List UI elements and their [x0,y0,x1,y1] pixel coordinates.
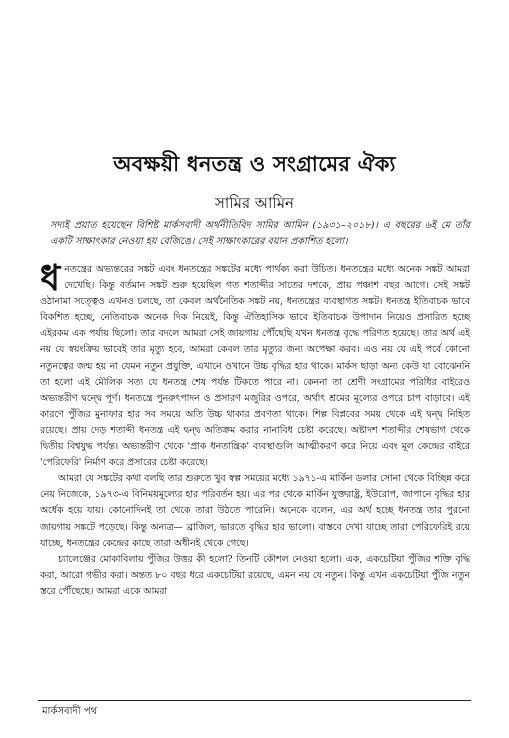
article-body [40,257,470,600]
body-paragraph: আমরা যে সঙ্কটের কথা বলছি তার শুরুতে খুব স্বল্প সময়ের মধ্যে ১৯৭১-এ মার্কিন ডলার সোনা থেকে বিচ্ছিন্ন করে নেয় নিজেকে, ১৯৭৩-এ বিনিময়মূল্যের হার পরিবর্তন হয়। এর পর থেকে মার্কিন যুক্তরাষ্ট্র, ইউরোপ, জাপানে বৃদ্ধির হার অর্ধেক হয়ে যায়। কোনোদিনই তা থেকে তারা উঠতে পারেনি। অনেকে বলেন, এর অর্থ হচ্ছে ধনতন্ত্র তার পুরনো জায়গায় সঙ্কটে পড়েছে। কিন্তু অন্যত্র— ব্রাজিল, ভারতে বৃদ্ধির হার ভালো। বাস্তবে দেখা যাচ্ছে তারা পেরিফেরিই রয়ে যাচ্ছে, ধনতন্ত্রের কেন্দ্রের কাছে তারা অধীনই থেকে গেছে। [40,473,470,549]
paragraph-text: নতন্ত্রের অভ্যন্তরের সঙ্কট এবং ধনতন্ত্রের সঙ্কটের মধ্যে পার্থক্য করা উচিত। ধনতন্ত্রের মধ্যে অনেক সঙ্কট আমরা দেখেছি। কিন্তু বর্তমান সঙ্কট শুরু হয়েছিল গত শতাব্দীর সাতের দশকে, প্রায় পঞ্চাশ বছর আগে। সেই সঙ্কট ওঠানামা সত্ত্বেও এখনও চলছে, তা কেবল অর্থনৈতিক সঙ্কট নয়, ধনতন্ত্রের ব্যবস্থাগত সঙ্কট। ধনতন্ত্র ইতিবাচক ভাবে বিকশিত হচ্ছে, নেতিবাচক অনেক দিক নিয়েই, কিন্তু ঐতিহাসিক ভাবে ইতিবাচক উপাদান নিয়েও প্রসারিত হচ্ছে এইরকম এক পর্যায় ছিলো। তার বদলে আমরা সেই জায়গায় পৌঁছেছি যখন ধনতন্ত্র বৃদ্ধে পরিণত হয়েছে। তার অর্থ এই নয় যে স্বয়ংক্রিয় ভাবেই তার মৃত্যু হবে, আমরা কেবল তার মৃত্যুর জন্য অপেক্ষা করব। এও নয় যে এই পর্বে কোনো নতুনত্বের জন্ম হয় না যেমন নতুন প্রযুক্তি, এখানে ওখানে উচ্চ বৃদ্ধির হার থাকে। মার্কস ছাড়া অন্য কেউ যা বোঝেননি তা হলো এই মৌলিক সত্য যে ধনতন্ত্র শেষ পর্যন্ত টিকতে পারে না। কেননা তা শ্রেণী সংগ্রামের পরিধির বাইরেও অভ্যন্তরীণ দ্বন্দ্বে পূর্ণ। ধনতন্ত্রে পুনরুৎপাদন ও প্রসারণ মজুরির ওপরে, অর্থাৎ শ্রমের মূল্যের ওপরে চাপ বাড়াবে। এই কারণে পুঁজির মুনাফার হার সব সময়ে অতি উচ্চ থাকার প্রবণতা থাকে। শিল্প বিপ্লবের সময় থেকে এই দ্বন্দ্ব নিহিত রয়েছে। প্রায় দেড় শতাব্দী ধনতন্ত্র এই দ্বন্দ্ব অতিক্রম করার নানাবিধ চেষ্টা করেছে। অষ্টাদশ শতাব্দীর শেষভাগ থেকে দ্বিতীয় বিশ্বযুদ্ধ পর্যন্ত। অভ্যন্তরীণ থেকে 'প্রাক ধনতান্ত্রিক' ব্যবস্থাগুলি আত্মীকরণ করে নিয়ে এবং মূল কেন্দ্রের বাইরে 'পেরিফেরি' নির্মাণ করে প্রসারের চেষ্টা করেছে। [40,264,470,469]
article-title: অবক্ষয়ী ধনতন্ত্র ও সংগ্রামের ঐক্য [113,151,396,176]
article-intro: সদ্যই প্রয়াত হয়েছেন বিশিষ্ট মার্কসবাদী অর্থনীতিবিদ সামির আমিন (১৯৩১–২০১৮)। এ বছরের ৬ই মে তাঁর একটি সাক্ষাৎকার নেওয়া হয় বেজিঙে। সেই সাক্ষাৎকারের বয়ান প্রকাশিত হলো। [50,220,470,247]
article-author: সামির আমিন [215,194,294,212]
body-paragraph: চ্যালেঞ্জের মোকাবিলায় পুঁজির উত্তর কী হলো? তিনটি কৌশল নেওয়া হলো। এক, একচেটিয়া পুঁজির শক্তি বৃদ্ধি করা, আরো গভীর করা। অন্তত ৮০ বছর ধরে একচেটিয়া রয়েছে, এমন নয় যে নতুন। কিন্তু এখন একচেটিয়া পুঁজি নতুন স্তরে পৌঁছেছে। আমরা একে আমরা [40,553,470,597]
drop-cap: ধ [40,257,61,299]
footer-divider [38,700,471,701]
journal-footer: মার্কসবাদী পথ [42,706,98,717]
body-paragraph [40,257,470,471]
